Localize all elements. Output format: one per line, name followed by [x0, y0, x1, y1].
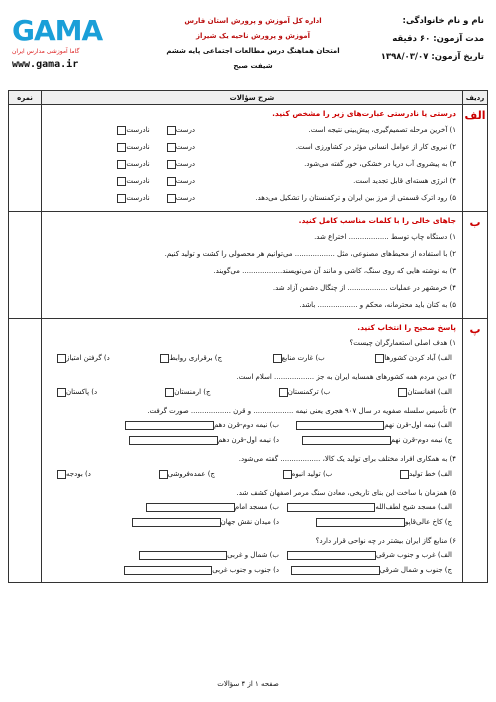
- answer-option[interactable]: [106, 433, 279, 448]
- answer-option[interactable]: [54, 351, 110, 366]
- logo-subtitle: گاما آموزشی مدارس ایران: [12, 48, 80, 55]
- option-text: ب) غارت منابع: [281, 354, 325, 362]
- option-text: الف) آباد کردن کشورها: [384, 354, 452, 362]
- answer-option[interactable]: [280, 467, 333, 482]
- option-text: ج) برقراری روابط: [169, 354, 223, 362]
- option-row: [46, 515, 456, 530]
- page-footer: صفحه ۱ از ۴ سؤالات: [217, 680, 279, 688]
- answer-option[interactable]: [157, 351, 222, 366]
- shift-label: شیفت صبح: [233, 62, 273, 70]
- option-row: [46, 466, 456, 482]
- fill-blank-row: [46, 280, 456, 297]
- option-text: د) بودجه: [66, 470, 91, 478]
- checkbox[interactable]: [296, 421, 385, 430]
- statement-row: [46, 139, 456, 156]
- section-content: [42, 319, 463, 583]
- checkbox[interactable]: [129, 436, 218, 445]
- true-label: درست: [175, 194, 195, 202]
- checkbox[interactable]: [132, 518, 221, 527]
- answer-option[interactable]: [279, 500, 452, 515]
- exam-info: [158, 14, 348, 74]
- fill-blank-text: ۱) دستگاه چاپ توسط .................. اختراع شد.: [314, 233, 456, 241]
- fill-blank-row: [46, 246, 456, 263]
- true-label: درست: [175, 143, 195, 151]
- option-text: د) جنوب و جنوب غربی: [212, 566, 279, 574]
- section-letter: الف: [463, 105, 488, 212]
- option-row: [46, 548, 456, 563]
- false-label: نادرست: [126, 177, 150, 185]
- exam-title: امتحان هماهنگ درس مطالعات اجتماعی پایه ششم: [166, 47, 340, 55]
- option-text: د) گرفتن امتیاز: [66, 354, 110, 362]
- checkbox[interactable]: [302, 436, 391, 445]
- checkbox[interactable]: [400, 470, 409, 479]
- true-false-choices: [50, 156, 195, 173]
- checkbox[interactable]: [165, 388, 174, 397]
- false-label: نادرست: [126, 126, 150, 134]
- option-text: ج) کاخ عالی‌قاپو: [404, 518, 452, 526]
- false-option[interactable]: [114, 156, 149, 173]
- checkbox[interactable]: [167, 160, 176, 169]
- false-label: نادرست: [126, 143, 150, 151]
- col-desc: شرح سؤالات: [42, 91, 463, 105]
- true-label: درست: [175, 177, 195, 185]
- checkbox[interactable]: [398, 388, 407, 397]
- option-text: د) نیمه اول-قرن دهم: [217, 436, 279, 444]
- option-text: ج) ارمنستان: [174, 388, 211, 396]
- checkbox[interactable]: [291, 566, 380, 575]
- option-text: الف) نیمه اول-قرن نهم: [384, 421, 452, 429]
- option-row: [46, 500, 456, 515]
- col-score: نمره: [9, 91, 42, 105]
- question-text: ۶) منابع گاز ایران بیشتر در چه نواحی قرار دارد؟: [315, 537, 456, 545]
- checkbox[interactable]: [273, 354, 282, 363]
- question-text: ۱) هدف اصلی استعمارگران چیست؟: [349, 339, 456, 347]
- checkbox[interactable]: [124, 566, 213, 575]
- checkbox[interactable]: [167, 177, 176, 186]
- name-label: نام و نام خانوادگی:: [402, 16, 484, 26]
- col-row: ردیف: [463, 91, 488, 105]
- true-option[interactable]: [164, 173, 195, 190]
- fill-blank-text: ۳) به نوشته هایی که روی سنگ، کاشی و مانند آن می‌نویسند.................. می‌گویند.: [213, 267, 456, 275]
- answer-option[interactable]: [156, 467, 215, 482]
- answer-option[interactable]: [270, 351, 325, 366]
- questions-table: [8, 90, 488, 583]
- true-false-choices: [50, 190, 195, 207]
- option-text: ب) شمال و غربی: [227, 551, 279, 559]
- option-row: [46, 563, 456, 578]
- option-text: ج) جنوب و شمال شرقی: [379, 566, 452, 574]
- answer-option[interactable]: [106, 500, 279, 515]
- false-label: نادرست: [126, 194, 150, 202]
- checkbox[interactable]: [146, 503, 235, 512]
- checkbox[interactable]: [279, 388, 288, 397]
- section-content: [42, 105, 463, 212]
- false-option[interactable]: [114, 173, 149, 190]
- checkbox[interactable]: [167, 143, 176, 152]
- question-text: ۴) به همکاری افراد مختلف برای تولید یک کالا، .................. گفته می‌شود.: [238, 455, 456, 463]
- true-label: درست: [175, 126, 195, 134]
- section-title: درستی یا نادرستی عبارت‌های زیر را مشخص کنید.: [272, 109, 456, 118]
- checkbox[interactable]: [57, 354, 66, 363]
- false-option[interactable]: [114, 139, 149, 156]
- checkbox[interactable]: [159, 470, 168, 479]
- section-letter: پ: [463, 319, 488, 583]
- option-row: [46, 384, 456, 400]
- answer-option[interactable]: [276, 385, 330, 400]
- score-cell: [9, 212, 42, 319]
- true-option[interactable]: [164, 190, 195, 207]
- option-text: ب) نیمه دوم-قرن دهم: [213, 421, 279, 429]
- checkbox[interactable]: [167, 126, 176, 135]
- question-text: ۳) تأسیس سلسله صفویه در سال ۹۰۷ هجری یعنی نیمه .................. و قرن .................. صورت گرفت.: [147, 407, 456, 415]
- option-text: ج) عمده‌فروشی: [167, 470, 215, 478]
- option-text: د) میدان نقش جهان: [220, 518, 279, 526]
- answer-option[interactable]: [372, 351, 452, 366]
- answer-option[interactable]: [54, 385, 97, 400]
- checkbox[interactable]: [287, 503, 376, 512]
- option-text: د) پاکستان: [66, 388, 98, 396]
- answer-option[interactable]: [106, 548, 279, 563]
- answer-option[interactable]: [106, 515, 279, 530]
- statement-row: [46, 173, 456, 190]
- checkbox[interactable]: [160, 354, 169, 363]
- org-line-1: اداره کل آموزش و پرورش استان فارس: [184, 17, 322, 25]
- section-letter: ب: [463, 212, 488, 319]
- option-text: ب) مسجد امام: [234, 503, 279, 511]
- checkbox[interactable]: [287, 551, 376, 560]
- statement-text: ۲) نیروی کار از عوامل انسانی مؤثر در کشاورزی است.: [295, 143, 456, 151]
- section-title: جاهای خالی را با کلمات مناسب کامل کنید.: [298, 216, 456, 225]
- true-option[interactable]: [164, 139, 195, 156]
- gama-logo-block: [12, 14, 122, 80]
- answer-option[interactable]: [54, 467, 91, 482]
- date-label: تاریخ آزمون: ۱۳۹۸/۰۳/۰۷: [380, 52, 484, 62]
- true-option[interactable]: [164, 156, 195, 173]
- statement-text: ۳) به پیشروی آب دریا در خشکی، خور گفته می‌شود.: [304, 160, 456, 168]
- gama-logo: [12, 14, 122, 47]
- checkbox[interactable]: [57, 470, 66, 479]
- statement-text: ۱) آخرین مرحله تصمیم‌گیری، پیش‌بینی نتیجه است.: [308, 126, 456, 134]
- section-pe: [9, 319, 488, 583]
- answer-option[interactable]: [279, 563, 452, 578]
- score-cell: [9, 105, 42, 212]
- fill-blank-text: ۴) خرمشهر در عملیات .................. از چنگال دشمن آزاد شد.: [272, 284, 456, 292]
- false-option[interactable]: [114, 190, 149, 207]
- true-option[interactable]: [164, 122, 195, 139]
- false-option[interactable]: [114, 122, 149, 139]
- section-alef: [9, 105, 488, 212]
- option-text: ب) ترکمنستان: [287, 388, 331, 396]
- true-false-choices: [50, 173, 195, 190]
- true-false-choices: [50, 122, 195, 139]
- option-row: [46, 418, 456, 433]
- answer-option[interactable]: [279, 548, 452, 563]
- answer-option[interactable]: [106, 563, 279, 578]
- option-text: الف) غرب و جنوب شرقی: [375, 551, 452, 559]
- checkbox[interactable]: [316, 518, 405, 527]
- statement-text: ۵) رود اترک قسمتی از مرز بین ایران و ترکمنستان را تشکیل می‌دهد.: [255, 194, 456, 202]
- checkbox[interactable]: [125, 421, 214, 430]
- checkbox[interactable]: [57, 388, 66, 397]
- duration-label: مدت آزمون: ۶۰ دقیقه: [392, 34, 484, 44]
- section-title: پاسخ صحیح را انتخاب کنید.: [357, 323, 456, 332]
- score-cell: [9, 319, 42, 583]
- answer-option[interactable]: [162, 385, 210, 400]
- section-content: [42, 212, 463, 319]
- section-be: [9, 212, 488, 319]
- exam-header: [8, 8, 488, 86]
- statement-row: [46, 156, 456, 173]
- true-false-choices: [50, 139, 195, 156]
- option-text: الف) افغانستان: [407, 388, 452, 396]
- org-line-2: آموزش و پرورش ناحیه یک شیراز: [195, 32, 311, 40]
- fill-blank-row: [46, 263, 456, 280]
- fill-blank-row: [46, 297, 456, 314]
- website-link[interactable]: www.gama.ir: [12, 59, 79, 70]
- question-text: ۵) همزمان با ساخت این بنای تاریخی، معادن سنگ مرمر اصفهان کشف شد.: [236, 489, 456, 497]
- true-label: درست: [175, 160, 195, 168]
- statement-row: [46, 122, 456, 139]
- statement-row: [46, 190, 456, 207]
- question-text: ۲) دین مردم همه کشورهای همسایه ایران به جز .................. اسلام است.: [236, 373, 456, 381]
- answer-option[interactable]: [397, 467, 452, 482]
- checkbox[interactable]: [283, 470, 292, 479]
- checkbox[interactable]: [167, 194, 176, 203]
- answer-option[interactable]: [106, 418, 279, 433]
- fill-blank-text: ۲) با استفاده از محیط‌های مصنوعی، مثل .................. می‌توانیم هر محصولی را کشت و تولید کنیم.: [164, 250, 456, 258]
- option-text: ج) نیمه دوم-قرن نهم: [390, 436, 452, 444]
- option-row: [46, 350, 456, 366]
- option-text: الف) مسجد شیخ لطف‌الله: [375, 503, 452, 511]
- option-text: ب) تولید انبوه: [291, 470, 333, 478]
- checkbox[interactable]: [139, 551, 228, 560]
- option-text: الف) خط تولید: [409, 470, 452, 478]
- false-label: نادرست: [126, 160, 150, 168]
- fill-blank-row: [46, 229, 456, 246]
- student-info: [334, 12, 484, 66]
- answer-option[interactable]: [279, 515, 452, 530]
- option-row: [46, 433, 456, 448]
- answer-option[interactable]: [279, 433, 452, 448]
- answer-option[interactable]: [395, 385, 452, 400]
- fill-blank-text: ۵) به کتان باید محترمانه، محکم و .................. باشد.: [299, 301, 456, 309]
- checkbox[interactable]: [375, 354, 384, 363]
- table-header: [9, 91, 488, 105]
- answer-option[interactable]: [279, 418, 452, 433]
- statement-text: ۴) انرژی هسته‌ای قابل تجدید است.: [353, 177, 456, 185]
- logo-word: GAMA: [12, 14, 103, 47]
